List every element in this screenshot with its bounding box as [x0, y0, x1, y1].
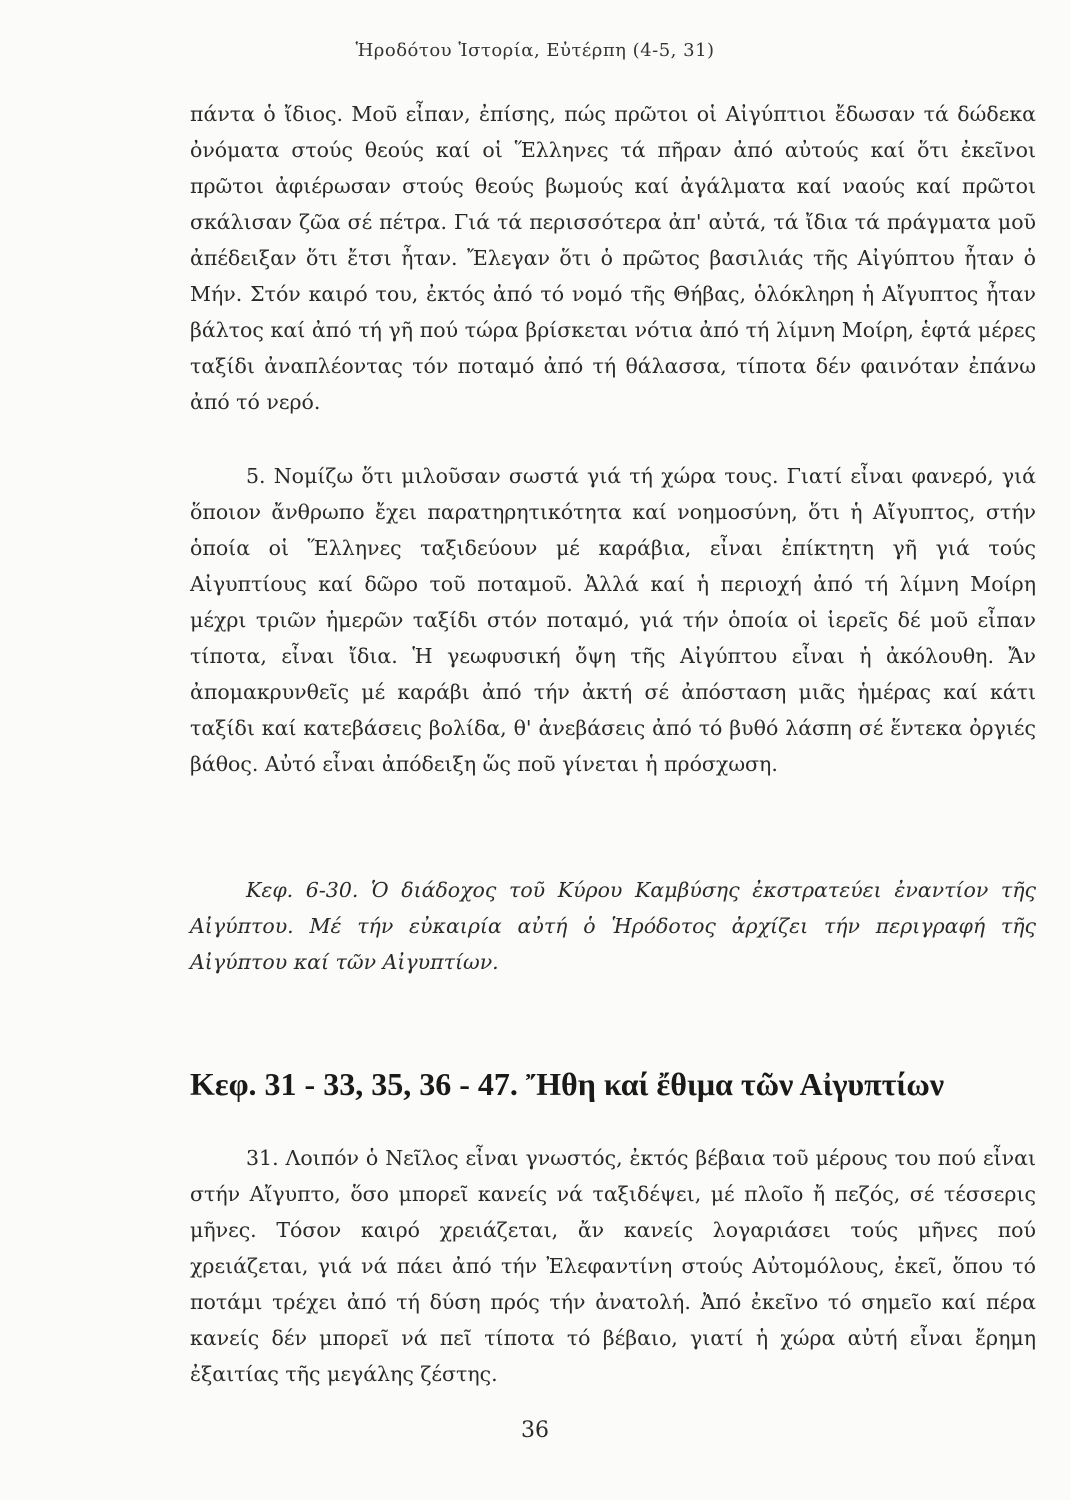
running-head: Ἡροδότου Ἱστορία, Εὐτέρπη (4-5, 31) — [355, 40, 715, 61]
page-number: 36 — [521, 1418, 549, 1443]
chapter-summary: Κεφ. 6-30. Ὁ διάδοχος τοῦ Κύρου Καμβύσης ἐκστρατεύει ἐναντίον τῆς Αἰγύπτου. Μέ τήν εὐκαιρία αὐτή ὁ Ἡρόδοτος ἀρχίζει τήν περιγραφή τῆς Αἰγύπτου καί τῶν Αἰγυπτίων. — [190, 878, 1036, 974]
paragraph-31: 31. Λοιπόν ὁ Νεῖλος εἶναι γνωστός, ἐκτός βέβαια τοῦ μέρους του πού εἶναι στήν Αἴγυπτο, ὅσο μπορεῖ κανείς νά ταξιδέψει, μέ πλοῖο ἤ πεζός, σέ τέσσερις μῆνες. Τόσον καιρό χρειάζεται, ἄν κανείς λογαριάσει τούς μῆνες πού χρειάζεται, γιά νά πάει ἀπό τήν Ἐλεφαντίνη στούς Αὐτομόλους, ἐκεῖ, ὅπου τό ποτάμι τρέχει ἀπό τή δύση πρός τήν ἀνατολή. Ἀπό ἐκεῖνο τό σημεῖο καί πέρα κανείς δέν μπορεῖ νά πεῖ τίποτα τό βέβαιο, γιατί ἡ χώρα αὐτή εἶναι ἔρημη ἐξαιτίας τῆς μεγάλης ζέστης. — [190, 1146, 1036, 1386]
paragraph-continuation: πάντα ὁ ἴδιος. Μοῦ εἶπαν, ἐπίσης, πώς πρῶτοι οἱ Αἰγύπτιοι ἔδωσαν τά δώδεκα ὀνόματα στούς θεούς καί οἱ Ἕλληνες τά πῆραν ἀπό αὐτούς καί ὅτι ἐκεῖνοι πρῶτοι ἀφιέρωσαν στούς θεούς βωμούς καί ἀγάλματα καί ναούς καί πρῶτοι σκάλισαν ζῶα σέ πέτρα. Γιά τά περισσότερα ἀπ' αὐτά, τά ἴδια τά πράγματα μοῦ ἀπέδειξαν ὅτι ἔτσι ἦταν. Ἔλεγαν ὅτι ὁ πρῶτος βασιλιάς τῆς Αἰγύπτου ἦταν ὁ Μήν. Στόν καιρό του, ἐκτός ἀπό τό νομό τῆς Θήβας, ὁλόκληρη ἡ Αἴγυπτος ἦταν βάλτος καί ἀπό τή γῆ πού τώρα βρίσκεται νότια ἀπό τή λίμνη Μοίρη, ἑφτά μέρες ταξίδι ἀναπλέοντας τόν ποταμό ἀπό τή θάλασσα, τίποτα δέν φαινόταν ἐπάνω ἀπό τό νερό. — [190, 102, 1036, 414]
paragraph-5: 5. Νομίζω ὅτι μιλοῦσαν σωστά γιά τή χώρα τους. Γιατί εἶναι φανερό, γιά ὅποιον ἄνθρωπο ἔχει παρατηρητικότητα καί νοημοσύνη, ὅτι ἡ Αἴγυπτος, στήν ὁποία οἱ Ἕλληνες ταξιδεύουν μέ καράβια, εἶναι ἐπίκτητη γῆ γιά τούς Αἰγυπτίους καί δῶρο τοῦ ποταμοῦ. Ἀλλά καί ἡ περιοχή ἀπό τή λίμνη Μοίρη μέχρι τριῶν ἡμερῶν ταξίδι στόν ποταμό, γιά τήν ὁποία οἱ ἱερεῖς δέ μοῦ εἶπαν τίποτα, εἶναι ἴδια. Ἡ γεωφυσική ὄψη τῆς Αἰγύπτου εἶναι ἡ ἀκόλουθη. Ἄν ἀπομακρυνθεῖς μέ καράβι ἀπό τήν ἀκτή σέ ἀπόσταση μιᾶς ἡμέρας καί κάτι ταξίδι καί κατεβάσεις βολίδα, θ' ἀνεβάσεις ἀπό τό βυθό λάσπη σέ ἕντεκα ὀργιές βάθος. Αὐτό εἶναι ἀπόδειξη ὥς ποῦ γίνεται ἡ πρόσχωση. — [190, 464, 1036, 776]
text-block-chapter-31 — [190, 1140, 1036, 1392]
text-block-chapter-5 — [190, 458, 1036, 782]
text-block-top — [190, 96, 1036, 420]
chapter-heading: Κεφ. 31 - 33, 35, 36 - 47. Ἤθη καί ἔθιμα τῶν Αἰγυπτίων — [190, 1066, 945, 1102]
